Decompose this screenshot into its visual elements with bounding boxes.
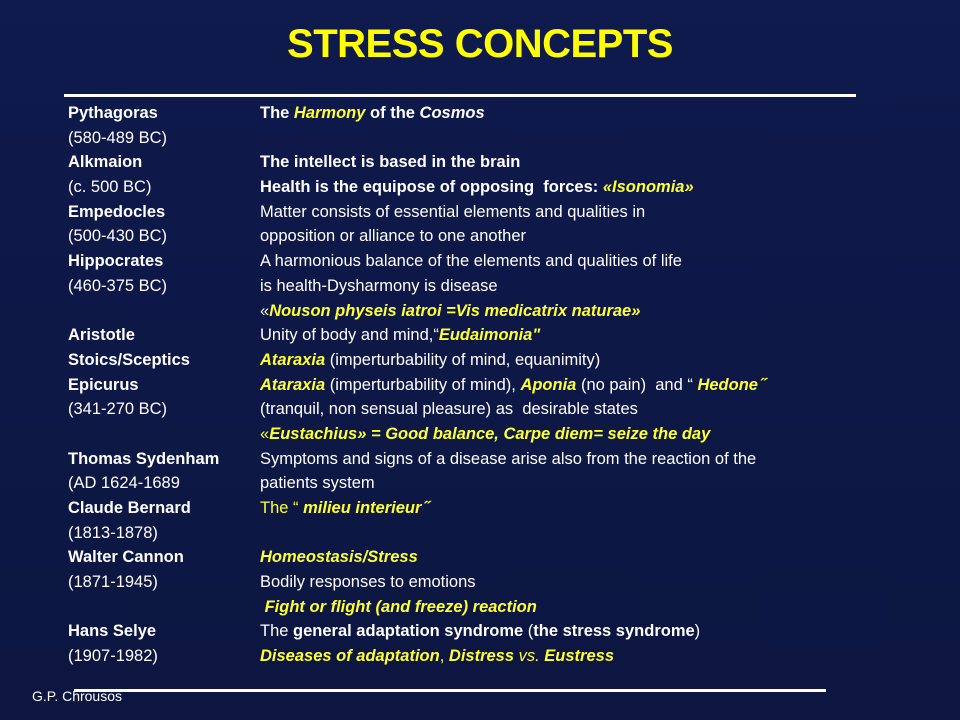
- top-divider: [64, 94, 856, 97]
- concept-text-segment: (: [523, 622, 534, 641]
- concept-row: [68, 422, 948, 447]
- row-person: Hippocrates: [68, 252, 164, 271]
- concept-text-segment: Homeostasis/Stress: [260, 548, 418, 567]
- row-concept: [260, 348, 948, 373]
- row-concept: [260, 150, 948, 175]
- concept-text-segment: Nouson physeis iatroi =Vis medicatrix naturae»: [269, 301, 641, 320]
- concept-text-segment: The: [260, 622, 294, 641]
- concept-text-segment: Fight or flight (and freeze) reaction: [260, 597, 537, 616]
- concept-row: [68, 545, 948, 570]
- concept-text-segment: opposition or alliance to one another: [260, 227, 527, 246]
- row-concept: [260, 619, 948, 644]
- row-concept: [260, 224, 948, 249]
- row-person: (580-489 BC): [68, 128, 168, 147]
- concept-row: [68, 348, 948, 373]
- row-concept: [260, 471, 948, 496]
- concept-row: [68, 570, 948, 595]
- concept-text-segment: «: [260, 424, 270, 443]
- row-concept: [260, 373, 948, 398]
- concept-text-segment: Harmony: [293, 104, 366, 122]
- concept-text-segment: Matter consists of essential elements and qualities in: [260, 202, 646, 221]
- row-person: Alkmaion: [68, 153, 143, 172]
- concept-text-segment: Eudaimonia": [438, 326, 541, 345]
- concept-text-segment: vs.: [514, 647, 545, 666]
- concept-text-segment: Eustress: [544, 647, 615, 666]
- concept-row: [68, 150, 948, 175]
- row-person: Aristotle: [68, 326, 135, 345]
- concept-row: [68, 101, 948, 126]
- concept-row: [68, 323, 948, 348]
- concept-text-segment: Diseases of adaptation: [260, 647, 440, 666]
- concept-text-segment: (tranquil, non sensual pleasure) as desirable states: [260, 400, 638, 419]
- row-person: Stoics/Sceptics: [68, 350, 190, 369]
- concept-row: [68, 619, 948, 644]
- concept-text-segment: of the: [365, 104, 420, 122]
- concept-text-segment: Bodily responses to emotions: [260, 573, 476, 592]
- concept-text-segment: «: [260, 301, 270, 320]
- concept-row: [68, 126, 948, 151]
- row-concept: [260, 422, 948, 447]
- row-person: (1813-1878): [68, 523, 158, 542]
- concept-text-segment: Unity of body and mind,“: [260, 326, 439, 345]
- concept-row: [68, 274, 948, 299]
- concept-row: [68, 595, 948, 620]
- concept-text-segment: general adaptation syndrome: [293, 622, 524, 641]
- row-person: (341-270 BC): [68, 400, 168, 419]
- concept-text-segment: Eustachius» = Good balance, Carpe diem= seize the day: [269, 424, 711, 443]
- row-concept: [260, 274, 948, 299]
- concept-row: [68, 200, 948, 225]
- concept-text-segment: the stress syndrome: [533, 622, 695, 641]
- concept-text-segment: (imperturbability of mind, equanimity): [325, 350, 601, 369]
- concept-text-segment: Cosmos: [419, 104, 485, 122]
- concept-text-segment: The intellect is based in the brain: [260, 153, 521, 172]
- row-person: Empedocles: [68, 202, 166, 221]
- slide-title: STRESS CONCEPTS: [287, 22, 673, 66]
- row-concept: [260, 545, 948, 570]
- concept-text-segment: A harmonious balance of the elements and qualities of life: [260, 252, 682, 271]
- row-concept: [260, 447, 948, 472]
- row-concept: [260, 496, 948, 521]
- concept-text-segment: Aponia: [520, 375, 577, 394]
- row-person: (1907-1982): [68, 647, 158, 666]
- row-concept: [260, 397, 948, 422]
- concept-text-segment: ): [694, 622, 701, 641]
- concept-text-segment: Ataraxia: [260, 350, 326, 369]
- row-concept: [260, 644, 948, 669]
- row-concept: [260, 323, 948, 348]
- row-person: (460-375 BC): [68, 276, 168, 295]
- concept-row: [68, 397, 948, 422]
- concept-text-segment: «Isonomia»: [602, 178, 694, 197]
- concept-text-segment: Health is the equipose of opposing forces:: [260, 178, 603, 197]
- concept-row: [68, 471, 948, 496]
- concept-text-segment: Symptoms and signs of a disease arise also from the reaction of the: [260, 449, 757, 468]
- concept-row: [68, 644, 948, 669]
- concept-text-segment: (imperturbability of mind),: [325, 375, 521, 394]
- row-person: Thomas Sydenham: [68, 449, 220, 468]
- concept-text-segment: Ataraxia: [260, 375, 326, 394]
- row-person: (c. 500 BC): [68, 178, 152, 197]
- concept-text-segment: milieu interieur ̋: [303, 499, 426, 517]
- row-person: Walter Cannon: [68, 548, 184, 567]
- concept-text-segment: ,: [439, 647, 449, 666]
- concept-text-segment: The “: [260, 499, 304, 517]
- concept-text-segment: patients system: [260, 474, 375, 493]
- concept-row: [68, 175, 948, 200]
- author-credit: G.P. Chrousos: [32, 688, 123, 704]
- concept-row: [68, 299, 948, 324]
- row-person: (500-430 BC): [68, 227, 168, 246]
- concept-row: [68, 447, 948, 472]
- row-person: Pythagoras: [68, 104, 158, 122]
- row-person: Claude Bernard: [68, 499, 191, 517]
- row-concept: [260, 200, 948, 225]
- row-person: Epicurus: [68, 375, 139, 394]
- concept-text-segment: Distress: [448, 647, 515, 666]
- concept-text-segment: Hedone ̋: [697, 375, 763, 394]
- concept-row: [68, 224, 948, 249]
- concept-row: [68, 521, 948, 546]
- row-concept: [260, 101, 948, 126]
- bottom-divider: [74, 689, 826, 692]
- concept-text-segment: is health-Dysharmony is disease: [260, 276, 498, 295]
- concepts-table: [68, 101, 948, 669]
- row-concept: [260, 299, 948, 324]
- concept-row: [68, 249, 948, 274]
- concept-row: [68, 373, 948, 398]
- row-concept: [260, 595, 948, 620]
- concept-text-segment: (no pain) and “: [576, 375, 698, 394]
- concept-text-segment: The: [260, 104, 294, 122]
- row-person: Hans Selye: [68, 622, 157, 641]
- row-person: (AD 1624-1689: [68, 474, 180, 493]
- row-concept: [260, 175, 948, 200]
- row-concept: [260, 570, 948, 595]
- row-concept: [260, 249, 948, 274]
- row-person: (1871-1945): [68, 573, 158, 592]
- concept-row: [68, 496, 948, 521]
